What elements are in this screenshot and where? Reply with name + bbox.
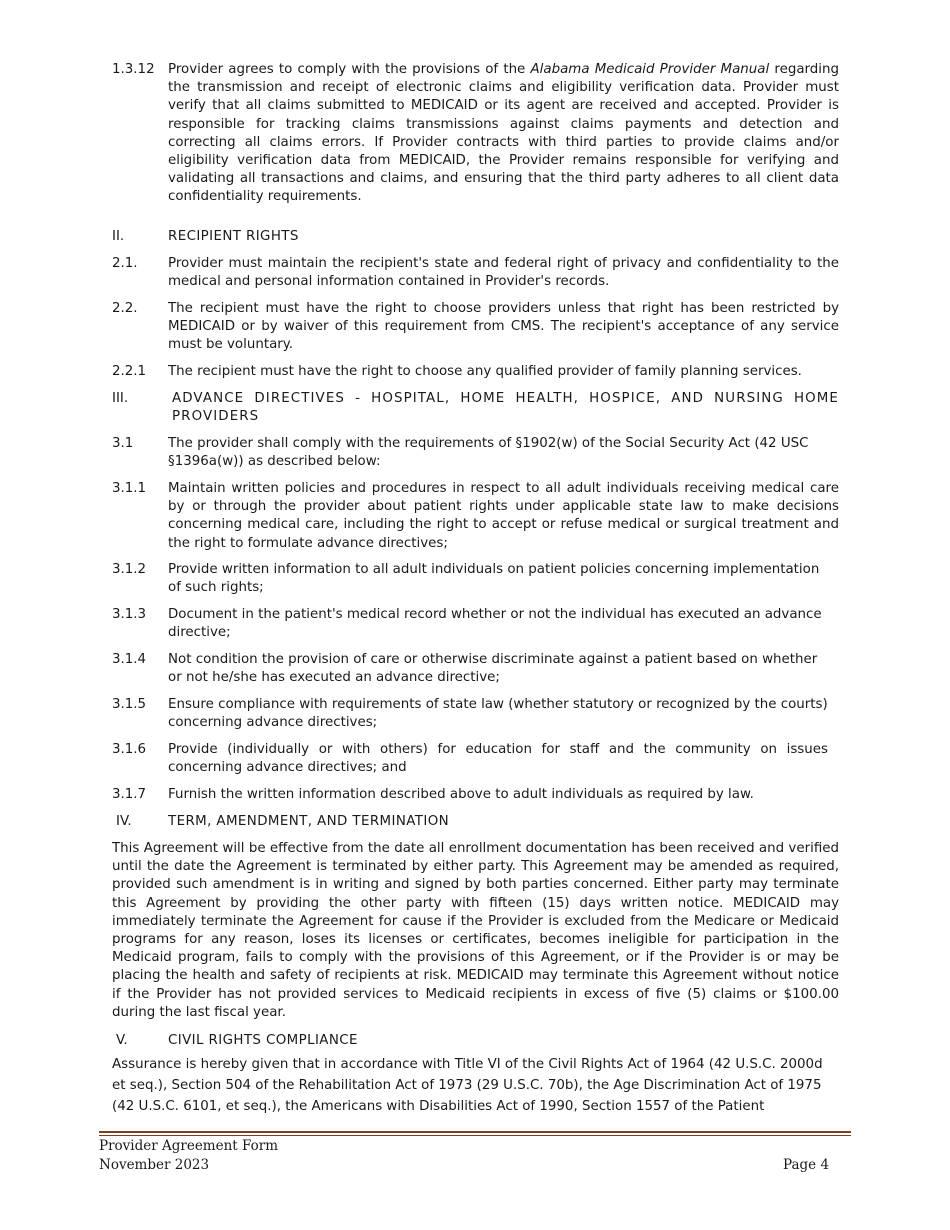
footer-form-name: Provider Agreement Form: [99, 1138, 279, 1154]
clause-number: 1.3.12: [112, 62, 155, 77]
footer-date: November 2023: [99, 1157, 210, 1173]
footer-rule-thick: [99, 1131, 851, 1133]
civil-rights-paragraph: Assurance is hereby given that in accordance with Title VI of the Civil Rights Act of 1964 (42 U.S.C. 2000d et seq.), Section 504 of the Rehabilitation Act of 1973 (29 U.S.C. 70b), the Age Discrimination Act of 1975 (42 U.S.C. 6101, et seq.), the Americans with Disabilities Act of 1990, Section 1557 of the Patient: [112, 1057, 823, 1114]
document-page: 1.3.12 Provider agrees to comply with the provisions of the Alabama Medicaid Provider Manual regarding the transmission and receipt of electronic claims and eligibility verification data. Provider must verify that all claims submitted to MEDICAID or its agent are received and accepted. Provider is responsible for tracking claims transmissions against claims payments and detection and correcting all claims errors. If Provider contracts with third parties to provide claims and/or eligibility verification data from MEDICAID, the Provider remains responsible for verifying and validating all transactions and claims, and ensuring that the third party adheres to all client data confidentiality requirements. II. RECIPIENT RIGHTS 2.1. Provider must maintain the recipient's state and federal right of privacy and confidentiality to the medical and personal information contained in Provider's records. 2.2. The recipient must have the right to choose providers unless that right has been restricted by MEDICAID or by waiver of this requirement from CMS. The recipient's acceptance of any service must be voluntary. 2.2.1 The recipient must have the right to choose any qualified provider of family planning services. III. ADVANCE DIRECTIVES - HOSPITAL, HOME HEALTH, HOSPICE, AND NURSING HOME PROVIDERS 3.1 The provider shall comply with the requirements of §1902(w) of the Social Security Act (42 USC §1396a(w)) as described below: 3.1.1 Maintain written policies and procedures in respect to all adult individuals receiving medical care by or through the provider about patient rights under applicable state law to make decisions concerning medical care, including the right to accept or refuse medical or surgical treatment and the right to formulate advance directives; 3.1.2 Provide written information to all adult individuals on patient policies concerning implementation of such rights; 3.1.3 Document in the patient's medical record whether or not the individual has executed an advance directive; 3.1.4 Not condition the provision of care or otherwise discriminate against a patient based on whether or not he/she has executed an advance directive; 3.1.5 Ensure compliance with requirements of state law (whether statutory or recognized by the courts) concerning advance directives; 3.1.6 Provide (individually or with others) for education for staff and the community on issues concerning advance directives; and 3.1.7 Furnish the written information described above to adult individuals as required by law. IV. TERM, AMENDMENT, AND TERMINATION This Agreement will be effective from the date all enrollment documentation has been received and verified until the date the Agreement is terminated by either party. This Agreement may be amended as required, provided such amendment is in writing and signed by both parties concerned. Either party may terminate this Agreement by providing the other party with fifteen (15) days written notice. MEDICAID may immediately terminate the Agreement for cause if the Provider is excluded from the Medicare or Medicaid programs for any reason, loses its licenses or certificates, becomes ineligible for participation in the Medicaid program, fails to comply with the provisions of this Agreement, or if the Provider is or may be placing the health and safety of recipients at risk. MEDICAID may terminate this Agreement without notice if the Provider has not provided services to Medicaid recipients in excess of five (5) claims or $100.00 during the last fiscal year. V. CIVIL RIGHTS COMPLIANCE Assurance is hereby given that in accordance with Title VI of the Civil Rights Act of 1964 (42 U.S.C. 2000d et seq.), Section 504 of the Rehabilitation Act of 1973 (29 U.S.C. 70b), the Age Discrimination Act of 1975 (42 U.S.C. 6101, et seq.), the Americans with Disabilities Act of 1990, Section 1557 of the Patient Provider Agreement Form November 2023 Page 4: [0, 0, 950, 1230]
footer-page-number: Page 4: [783, 1157, 830, 1173]
clause-text: Provider agrees to comply with the provisions of the Alabama Medicaid Provider Manual regarding the transmission and receipt of electronic claims and eligibility verification data. Provider must verify that all claims submitted to MEDICAID or its agent are received and accepted. Provider is responsible for tracking claims transmissions against claims payments and detection and correcting all claims errors. If Provider contracts with third parties to provide claims and/or eligibility verification data from MEDICAID, the Provider remains responsible for verifying and validating all transactions and claims, and ensuring that the third party adheres to all client data confidentiality requirements.: [168, 62, 839, 205]
term-amendment-paragraph: This Agreement will be effective from the date all enrollment documentation has been received and verified until the date the Agreement is terminated by either party. This Agreement may be amended as required, provided such amendment is in writing and signed by both parties concerned. Either party may terminate this Agreement by providing the other party with fifteen (15) days written notice. MEDICAID may immediately terminate the Agreement for cause if the Provider is excluded from the Medicare or Medicaid programs for any reason, loses its licenses or certificates, becomes ineligible for participation in the Medicaid program, fails to comply with the provisions of this Agreement, or if the Provider is or may be placing the health and safety of recipients at risk. MEDICAID may terminate this Agreement without notice if the Provider has not provided services to Medicaid recipients in excess of five (5) claims or $100.00 during the last fiscal year.: [112, 841, 839, 1020]
footer-rule-thin: [99, 1135, 851, 1136]
manual-title: Alabama Medicaid Provider Manual: [530, 62, 770, 77]
